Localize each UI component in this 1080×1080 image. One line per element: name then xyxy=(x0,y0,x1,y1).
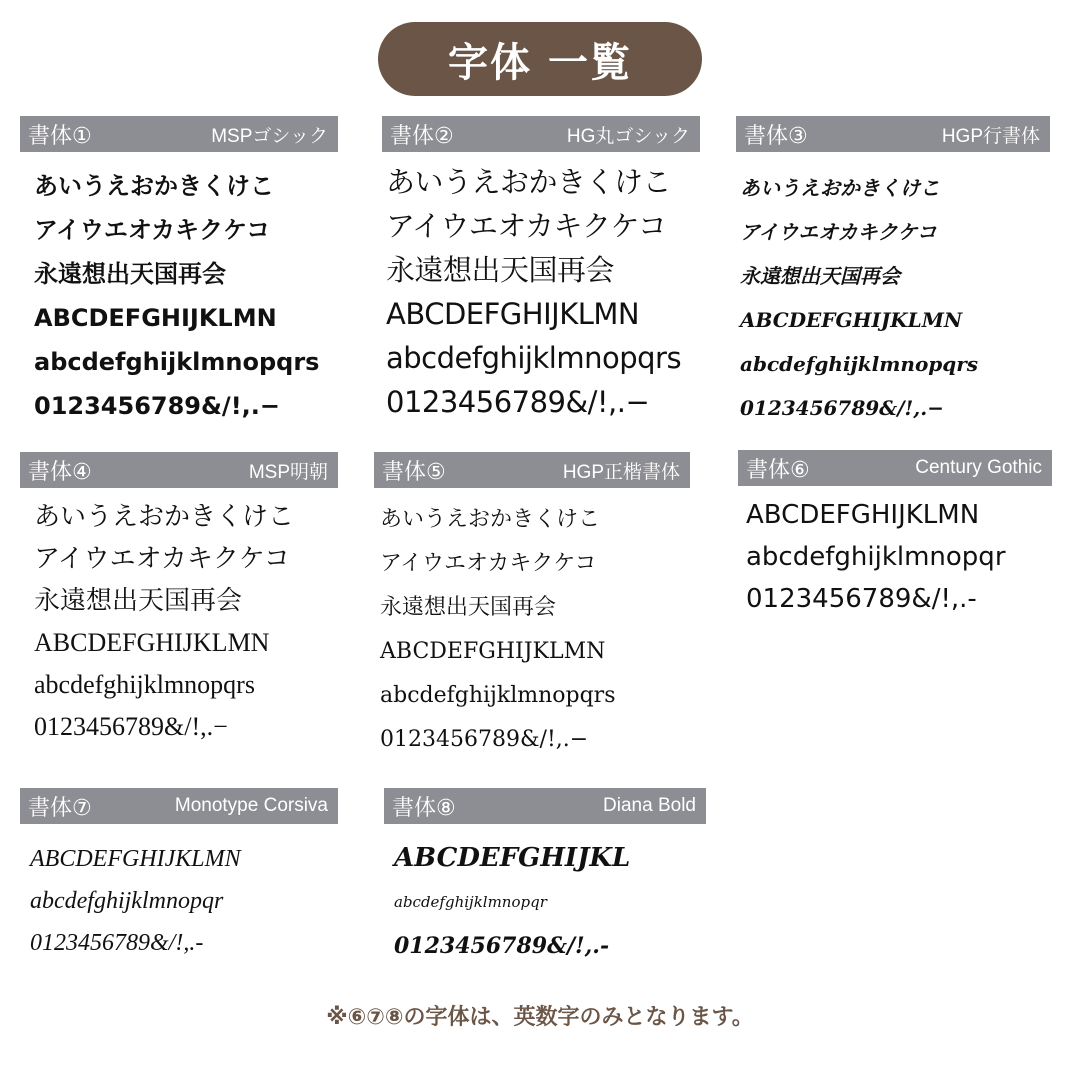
sample-digits-symbols: 0123456789&/!,.− xyxy=(380,727,589,752)
sample-kanji: 永遠想出天国再会 xyxy=(740,264,900,288)
panel-number: 書体② xyxy=(390,123,454,149)
sample-lowercase: abcdefghijklmnopqrs xyxy=(386,341,682,375)
sample-digits-symbols: 0123456789&/!,.− xyxy=(34,712,228,741)
sample-katakana: アイウエオカキクケコ xyxy=(740,220,937,244)
panel-header xyxy=(374,452,690,488)
sample-kanji: 永遠想出天国再会 xyxy=(34,260,226,288)
font-sample-panel-1 xyxy=(20,116,338,428)
sample-katakana: アイウエオカキクケコ xyxy=(380,551,597,576)
panel-font-name: MSPゴシック xyxy=(211,125,328,147)
sample-lowercase: abcdefghijklmnopqr xyxy=(746,542,1006,572)
panel-header xyxy=(738,450,1052,486)
sample-uppercase: ABCDEFGHIJKLMN xyxy=(30,846,241,872)
sample-hiragana: あいうえおかきくけこ xyxy=(740,176,940,200)
sample-kanji: 永遠想出天国再会 xyxy=(386,253,615,287)
sample-katakana: アイウエオカキクケコ xyxy=(34,544,290,573)
sample-lines xyxy=(20,838,338,964)
sample-lowercase: abcdefghijklmnopqrs xyxy=(34,670,255,699)
sample-lowercase: abcdefghijklmnopqrs xyxy=(380,683,616,708)
sample-digits-symbols: 0123456789&/!,.− xyxy=(34,392,280,420)
panel-number: 書体⑤ xyxy=(382,459,446,485)
panel-header xyxy=(20,788,338,824)
sample-digits-symbols: 0123456789&/!,.- xyxy=(30,930,204,956)
sample-hiragana: あいうえおかきくけこ xyxy=(34,502,295,531)
sample-lowercase: abcdefghijklmnopqrs xyxy=(740,352,979,376)
sample-hiragana: あいうえおかきくけこ xyxy=(386,165,672,199)
panel-number: 書体⑦ xyxy=(28,795,92,821)
panel-number: 書体④ xyxy=(28,459,92,485)
sample-hiragana: あいうえおかきくけこ xyxy=(380,507,601,532)
sample-lowercase: abcdefghijklmnopqrs xyxy=(34,348,320,376)
panel-header xyxy=(20,452,338,488)
font-sample-panel-6 xyxy=(738,450,1060,620)
sample-lowercase: abcdefghijklmnopqr xyxy=(394,893,547,911)
sample-katakana: アイウエオカキクケコ xyxy=(34,216,271,244)
panel-header xyxy=(382,116,700,152)
font-sample-panel-5 xyxy=(374,452,690,762)
sample-uppercase: ABCDEFGHIJKLMN xyxy=(34,304,277,332)
sample-uppercase: ABCDEFGHIJKLMN xyxy=(34,628,270,657)
sample-kanji: 永遠想出天国再会 xyxy=(380,595,557,620)
sample-hiragana: あいうえおかきくけこ xyxy=(34,172,274,200)
sample-lines xyxy=(20,164,338,428)
sample-uppercase: ABCDEFGHIJKL xyxy=(394,843,631,873)
panel-font-name: HGP正楷書体 xyxy=(562,461,680,483)
sample-uppercase: ABCDEFGHIJKLMN xyxy=(380,639,606,664)
footnote: ※⑥⑦⑧の字体は、英数字のみとなります。 xyxy=(326,1005,754,1030)
panel-header xyxy=(736,116,1050,152)
panel-number: 書体③ xyxy=(744,123,808,149)
sample-katakana: アイウエオカキクケコ xyxy=(386,209,667,243)
panel-font-name: Monotype Corsiva xyxy=(174,795,328,816)
sample-lines xyxy=(738,494,1060,620)
sample-uppercase: ABCDEFGHIJKLMN xyxy=(386,297,640,331)
sample-kanji: 永遠想出天国再会 xyxy=(34,586,243,615)
sample-digits-symbols: 0123456789&/!,.- xyxy=(746,584,977,614)
sample-digits-symbols: 0123456789&/!,.− xyxy=(740,396,944,420)
sample-digits-symbols: 0123456789&/!,.- xyxy=(394,933,610,959)
sample-lines xyxy=(374,498,690,762)
sample-lines xyxy=(382,160,722,424)
sample-uppercase: ABCDEFGHIJKLMN xyxy=(740,308,963,332)
panel-font-name: Century Gothic xyxy=(915,457,1042,478)
panel-header xyxy=(20,116,338,152)
sample-uppercase: ABCDEFGHIJKLMN xyxy=(746,500,980,530)
font-sample-panel-7 xyxy=(20,788,338,964)
panel-number: 書体⑥ xyxy=(746,457,810,483)
font-sample-panel-2 xyxy=(382,116,722,424)
sample-lowercase: abcdefghijklmnopqr xyxy=(30,888,224,914)
font-sample-panel-4 xyxy=(20,452,338,748)
sample-lines xyxy=(736,166,1050,430)
panel-font-name: HGP行書体 xyxy=(941,125,1040,147)
page-title: 字体 一覧 xyxy=(378,22,702,96)
font-sample-panel-8 xyxy=(384,788,706,968)
panel-number: 書体① xyxy=(28,123,92,149)
panel-header xyxy=(384,788,706,824)
sample-lines xyxy=(384,836,706,968)
panel-font-name: HG丸ゴシック xyxy=(566,125,690,147)
panel-font-name: Diana Bold xyxy=(603,795,696,816)
panel-font-name: MSP明朝 xyxy=(248,461,328,483)
sample-digits-symbols: 0123456789&/!,.− xyxy=(386,385,650,419)
sample-lines xyxy=(20,496,338,748)
panel-number: 書体⑧ xyxy=(392,795,456,821)
font-sample-panel-3 xyxy=(736,116,1050,430)
